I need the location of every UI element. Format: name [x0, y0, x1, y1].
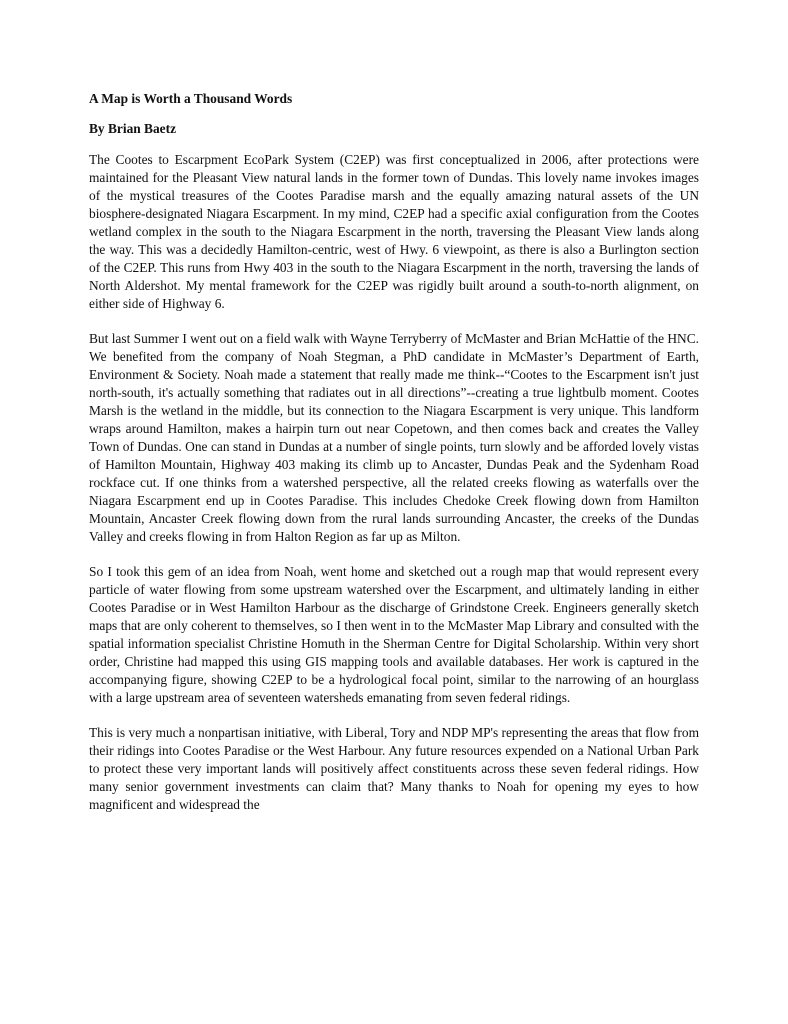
paragraph-1: The Cootes to Escarpment EcoPark System (C2EP) was first conceptualized in 2006, after protections were maintained for the Pleasant View natural lands in the former town of Dundas. This lovely name invokes images of the mystical treasures of the Cootes Paradise marsh and the equally amazing natural assets of the UN biosphere-designated Niagara Escarpment. In my mind, C2EP had a specific axial configuration from the Cootes wetland complex in the south to the Niagara Escarpment in the north, traversing the Pleasant View lands along the way. This was a decidedly Hamilton-centric, west of Hwy. 6 viewpoint, as there is also a Burlington section of the C2EP. This runs from Hwy 403 in the south to the Niagara Escarpment in the north, traversing the lands of North Aldershot. My mental framework for the C2EP was rigidly built around a south-to-north alignment, on either side of Highway 6. [89, 152, 699, 311]
paragraph-3: So I took this gem of an idea from Noah, went home and sketched out a rough map that would represent every particle of water flowing from some upstream watershed over the Escarpment, and ultimately landing in either Cootes Paradise or in West Hamilton Harbour as the discharge of Grindstone Creek. Engineers generally sketch maps that are only coherent to themselves, so I then went in to the McMaster Map Library and consulted with the spatial information specialist Christine Homuth in the Sherman Centre for Digital Scholarship. Within very short order, Christine had mapped this using GIS mapping tools and available databases. Her work is captured in the accompanying figure, showing C2EP to be a hydrological focal point, similar to the narrowing of an hourglass with a large upstream area of seventeen watersheds emanating from seven federal ridings. [89, 564, 699, 705]
paragraph-4: This is very much a nonpartisan initiative, with Liberal, Tory and NDP MP's representing the areas that flow from their ridings into Cootes Paradise or the West Harbour. Any future resources expended on a National Urban Park to protect these very important lands will positively affect constituents across these seven federal ridings. How many senior government investments can claim that? Many thanks to Noah for opening my eyes to how magnificent and widespread the [89, 725, 699, 812]
paragraph-2: But last Summer I went out on a field walk with Wayne Terryberry of McMaster and Brian McHattie of the HNC. We benefited from the company of Noah Stegman, a PhD candidate in McMaster’s Department of Earth, Environment & Society. Noah made a statement that really made me think--“Cootes to the Escarpment isn't just north-south, it's actually something that radiates out in all directions”--creating a true lightbulb moment. Cootes Marsh is the wetland in the middle, but its connection to the Niagara Escarpment is very unique. This landform wraps around Hamilton, makes a hairpin turn out near Copetown, and then comes back and creates the Valley Town of Dundas. One can stand in Dundas at a number of single points, turn slowly and be afforded lovely vistas of Hamilton Mountain, Highway 403 making its climb up to Ancaster, Dundas Peak and the Sydenham Road rockface cut. If one thinks from a watershed perspective, all the related creeks flowing as waterfalls over the Niagara Escarpment end up in Cootes Paradise. This includes Chedoke Creek flowing down from Hamilton Mountain, Ancaster Creek flowing down from the rural lands surrounding Ancaster, the creeks of the Dundas Valley and creeks flowing in from Halton Region as far up as Milton. [89, 331, 699, 544]
document-page [89, 90, 699, 831]
author-byline: By Brian Baetz [89, 121, 177, 136]
document-title: A Map is Worth a Thousand Words [89, 91, 293, 106]
